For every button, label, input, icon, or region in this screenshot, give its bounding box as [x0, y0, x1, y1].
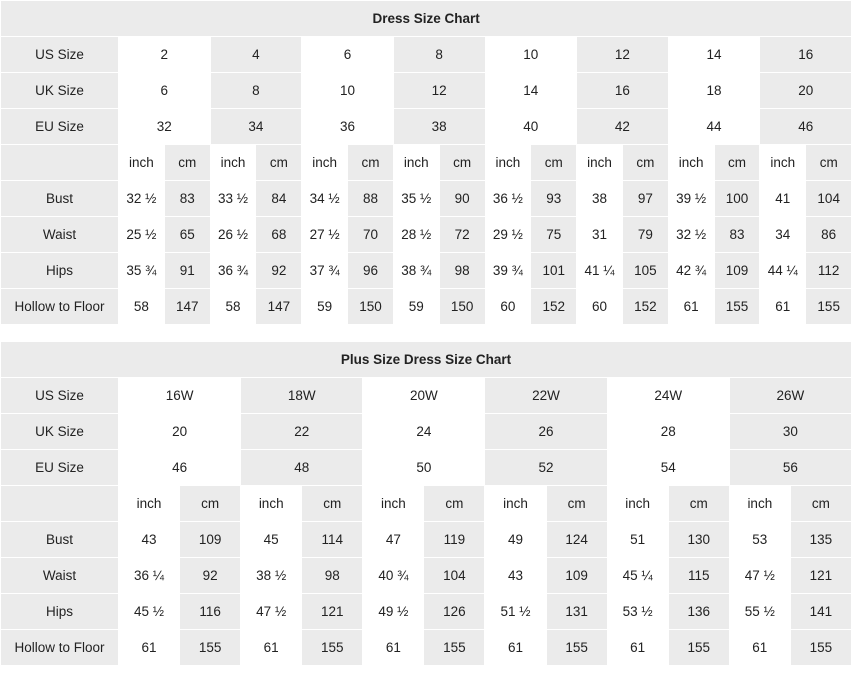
cell-value: 55 ½ [729, 594, 790, 630]
cell-value: 35 ½ [393, 181, 439, 217]
cell-value: 44 [668, 109, 760, 145]
row-label: Waist [1, 217, 119, 253]
cell-value: 121 [302, 594, 363, 630]
table-row [1, 73, 851, 109]
unit-header: cm [180, 486, 241, 522]
cell-value: 83 [164, 181, 210, 217]
cell-value: 46 [119, 450, 241, 486]
cell-value: 119 [424, 522, 485, 558]
cell-value: 32 [119, 109, 211, 145]
cell-value: 70 [348, 217, 394, 253]
cell-value: 50 [363, 450, 485, 486]
cell-value: 28 [607, 414, 729, 450]
cell-value: 34 ½ [302, 181, 348, 217]
table-row [1, 217, 851, 253]
cell-value: 49 ½ [363, 594, 424, 630]
cell-value: 40 ¾ [363, 558, 424, 594]
cell-value: 98 [439, 253, 485, 289]
cell-value: 40 [485, 109, 577, 145]
cell-value: 34 [210, 109, 302, 145]
cell-value: 114 [302, 522, 363, 558]
cell-value: 155 [668, 630, 729, 666]
unit-header: cm [348, 145, 394, 181]
cell-value: 39 ¾ [485, 253, 531, 289]
cell-value: 126 [424, 594, 485, 630]
unit-header: cm [164, 145, 210, 181]
unit-header: inch [302, 145, 348, 181]
row-label: Hollow to Floor [1, 289, 119, 325]
cell-value: 86 [806, 217, 851, 253]
cell-value: 68 [256, 217, 302, 253]
cell-value: 155 [546, 630, 607, 666]
chart-title-row [1, 1, 851, 37]
cell-value: 10 [485, 37, 577, 73]
cell-value: 109 [714, 253, 760, 289]
cell-value: 36 ¾ [210, 253, 256, 289]
cell-value: 8 [210, 73, 302, 109]
cell-value: 10 [302, 73, 394, 109]
cell-value: 65 [164, 217, 210, 253]
row-label: Hips [1, 253, 119, 289]
cell-value: 26 ½ [210, 217, 256, 253]
cell-value: 16 [577, 73, 669, 109]
cell-value: 91 [164, 253, 210, 289]
cell-value: 61 [241, 630, 302, 666]
cell-value: 147 [164, 289, 210, 325]
chart-title: Plus Size Dress Size Chart [1, 342, 851, 378]
table-row [1, 558, 851, 594]
row-label: EU Size [1, 450, 119, 486]
cell-value: 54 [607, 450, 729, 486]
cell-value: 104 [806, 181, 851, 217]
cell-value: 101 [531, 253, 577, 289]
cell-value: 20 [119, 414, 241, 450]
cell-value: 61 [668, 289, 714, 325]
row-label [1, 486, 119, 522]
cell-value: 6 [302, 37, 394, 73]
unit-header: inch [393, 145, 439, 181]
cell-value: 88 [348, 181, 394, 217]
cell-value: 2 [119, 37, 211, 73]
cell-value: 97 [622, 181, 668, 217]
cell-value: 93 [531, 181, 577, 217]
cell-value: 51 ½ [485, 594, 546, 630]
unit-header: inch [760, 145, 806, 181]
cell-value: 116 [180, 594, 241, 630]
table-row [1, 594, 851, 630]
table-row [1, 109, 851, 145]
cell-value: 124 [546, 522, 607, 558]
cell-value: 53 [729, 522, 790, 558]
cell-value: 90 [439, 181, 485, 217]
cell-value: 72 [439, 217, 485, 253]
unit-header: inch [363, 486, 424, 522]
cell-value: 75 [531, 217, 577, 253]
cell-value: 12 [393, 73, 485, 109]
cell-value: 51 [607, 522, 668, 558]
row-label: UK Size [1, 73, 119, 109]
unit-header: cm [531, 145, 577, 181]
cell-value: 36 ½ [485, 181, 531, 217]
table-row [1, 450, 851, 486]
cell-value: 147 [256, 289, 302, 325]
cell-value: 36 ¼ [119, 558, 180, 594]
cell-value: 79 [622, 217, 668, 253]
cell-value: 155 [424, 630, 485, 666]
cell-value: 36 [302, 109, 394, 145]
cell-value: 18W [241, 378, 363, 414]
cell-value: 32 ½ [119, 181, 165, 217]
cell-value: 41 ¼ [577, 253, 623, 289]
size-chart-table-plus [0, 341, 851, 666]
cell-value: 56 [729, 450, 851, 486]
cell-value: 27 ½ [302, 217, 348, 253]
cell-value: 22W [485, 378, 607, 414]
cell-value: 37 ¾ [302, 253, 348, 289]
cell-value: 150 [348, 289, 394, 325]
cell-value: 35 ¾ [119, 253, 165, 289]
cell-value: 41 [760, 181, 806, 217]
cell-value: 131 [546, 594, 607, 630]
unit-header: cm [714, 145, 760, 181]
cell-value: 38 [577, 181, 623, 217]
cell-value: 52 [485, 450, 607, 486]
cell-value: 96 [348, 253, 394, 289]
cell-value: 20 [760, 73, 851, 109]
cell-value: 92 [180, 558, 241, 594]
cell-value: 24W [607, 378, 729, 414]
table-row [1, 486, 851, 522]
cell-value: 38 ½ [241, 558, 302, 594]
cell-value: 42 ¾ [668, 253, 714, 289]
table-row [1, 253, 851, 289]
row-label: US Size [1, 378, 119, 414]
cell-value: 109 [180, 522, 241, 558]
cell-value: 46 [760, 109, 851, 145]
cell-value: 98 [302, 558, 363, 594]
table-row [1, 145, 851, 181]
chart-separator [0, 325, 851, 341]
cell-value: 141 [790, 594, 851, 630]
cell-value: 155 [714, 289, 760, 325]
cell-value: 38 ¾ [393, 253, 439, 289]
cell-value: 8 [393, 37, 485, 73]
cell-value: 58 [210, 289, 256, 325]
cell-value: 22 [241, 414, 363, 450]
cell-value: 47 [363, 522, 424, 558]
cell-value: 135 [790, 522, 851, 558]
cell-value: 115 [668, 558, 729, 594]
cell-value: 112 [806, 253, 851, 289]
unit-header: inch [119, 486, 180, 522]
cell-value: 83 [714, 217, 760, 253]
chart-title-row [1, 342, 851, 378]
cell-value: 53 ½ [607, 594, 668, 630]
cell-value: 155 [180, 630, 241, 666]
cell-value: 29 ½ [485, 217, 531, 253]
cell-value: 12 [577, 37, 669, 73]
cell-value: 61 [485, 630, 546, 666]
unit-header: inch [668, 145, 714, 181]
row-label: US Size [1, 37, 119, 73]
table-row [1, 378, 851, 414]
cell-value: 42 [577, 109, 669, 145]
unit-header: inch [241, 486, 302, 522]
cell-value: 61 [760, 289, 806, 325]
cell-value: 28 ½ [393, 217, 439, 253]
cell-value: 152 [622, 289, 668, 325]
cell-value: 20W [363, 378, 485, 414]
table-row [1, 630, 851, 666]
unit-header: inch [729, 486, 790, 522]
cell-value: 34 [760, 217, 806, 253]
cell-value: 100 [714, 181, 760, 217]
cell-value: 4 [210, 37, 302, 73]
row-label: Hips [1, 594, 119, 630]
cell-value: 104 [424, 558, 485, 594]
unit-header: inch [485, 486, 546, 522]
cell-value: 61 [363, 630, 424, 666]
cell-value: 121 [790, 558, 851, 594]
cell-value: 30 [729, 414, 851, 450]
cell-value: 109 [546, 558, 607, 594]
cell-value: 44 ¼ [760, 253, 806, 289]
cell-value: 84 [256, 181, 302, 217]
unit-header: cm [668, 486, 729, 522]
cell-value: 38 [393, 109, 485, 145]
cell-value: 16 [760, 37, 851, 73]
table-row [1, 289, 851, 325]
cell-value: 105 [622, 253, 668, 289]
cell-value: 92 [256, 253, 302, 289]
cell-value: 130 [668, 522, 729, 558]
cell-value: 150 [439, 289, 485, 325]
unit-header: inch [607, 486, 668, 522]
size-chart-table-standard [0, 0, 851, 325]
cell-value: 59 [302, 289, 348, 325]
cell-value: 25 ½ [119, 217, 165, 253]
table-row [1, 181, 851, 217]
cell-value: 155 [806, 289, 851, 325]
unit-header: cm [622, 145, 668, 181]
cell-value: 45 [241, 522, 302, 558]
cell-value: 152 [531, 289, 577, 325]
cell-value: 61 [729, 630, 790, 666]
row-label [1, 145, 119, 181]
unit-header: cm [790, 486, 851, 522]
table-row [1, 414, 851, 450]
unit-header: cm [439, 145, 485, 181]
row-label: Bust [1, 522, 119, 558]
row-label: EU Size [1, 109, 119, 145]
cell-value: 14 [485, 73, 577, 109]
table-row [1, 37, 851, 73]
cell-value: 136 [668, 594, 729, 630]
cell-value: 155 [302, 630, 363, 666]
unit-header: inch [577, 145, 623, 181]
cell-value: 61 [119, 630, 180, 666]
cell-value: 45 ¼ [607, 558, 668, 594]
cell-value: 43 [485, 558, 546, 594]
unit-header: cm [424, 486, 485, 522]
cell-value: 59 [393, 289, 439, 325]
unit-header: inch [210, 145, 256, 181]
cell-value: 33 ½ [210, 181, 256, 217]
cell-value: 45 ½ [119, 594, 180, 630]
cell-value: 60 [485, 289, 531, 325]
cell-value: 58 [119, 289, 165, 325]
unit-header: cm [256, 145, 302, 181]
row-label: UK Size [1, 414, 119, 450]
unit-header: cm [546, 486, 607, 522]
cell-value: 47 ½ [729, 558, 790, 594]
cell-value: 155 [790, 630, 851, 666]
unit-header: cm [806, 145, 851, 181]
cell-value: 47 ½ [241, 594, 302, 630]
cell-value: 18 [668, 73, 760, 109]
cell-value: 48 [241, 450, 363, 486]
cell-value: 31 [577, 217, 623, 253]
chart-title: Dress Size Chart [1, 1, 851, 37]
cell-value: 39 ½ [668, 181, 714, 217]
unit-header: inch [119, 145, 165, 181]
cell-value: 26 [485, 414, 607, 450]
cell-value: 14 [668, 37, 760, 73]
cell-value: 16W [119, 378, 241, 414]
unit-header: cm [302, 486, 363, 522]
table-row [1, 522, 851, 558]
cell-value: 43 [119, 522, 180, 558]
cell-value: 26W [729, 378, 851, 414]
unit-header: inch [485, 145, 531, 181]
cell-value: 24 [363, 414, 485, 450]
cell-value: 49 [485, 522, 546, 558]
cell-value: 32 ½ [668, 217, 714, 253]
cell-value: 6 [119, 73, 211, 109]
cell-value: 61 [607, 630, 668, 666]
row-label: Waist [1, 558, 119, 594]
row-label: Bust [1, 181, 119, 217]
row-label: Hollow to Floor [1, 630, 119, 666]
cell-value: 60 [577, 289, 623, 325]
